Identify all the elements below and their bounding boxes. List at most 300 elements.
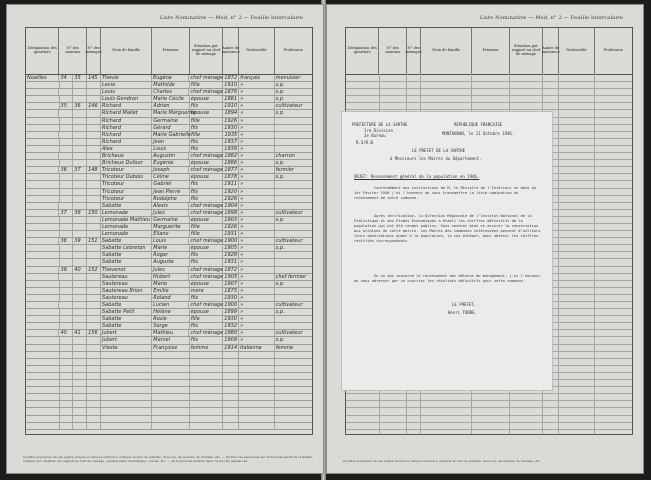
cell-prof: s.p. [275, 89, 285, 96]
column-header: Désignation des quartiers [26, 28, 59, 74]
table-row [26, 125, 312, 132]
cell-n3 [87, 89, 101, 95]
empty-cell [87, 366, 101, 372]
cell-prenom: Germaine [152, 217, 189, 223]
empty-cell [87, 373, 101, 379]
table-row [26, 316, 312, 323]
cell-nom: Richard [101, 132, 152, 138]
cell-n2 [73, 203, 87, 209]
cell-prenom: Eugène [152, 75, 189, 81]
cell-prenom: Gérard [152, 125, 189, 131]
table-row [26, 337, 312, 344]
cell-n3 [87, 295, 101, 301]
cell-prof [275, 295, 312, 301]
empty-cell [275, 401, 312, 407]
cell-nat: » [239, 281, 275, 287]
cell-prenom: Marie Gabrielle [153, 131, 191, 138]
cell-n1 [60, 231, 74, 237]
empty-cell [190, 423, 224, 429]
cell-sit: fils [190, 295, 224, 301]
cell-nom: Sabatte Petit [101, 309, 152, 315]
cell-an: 1935 [223, 132, 239, 138]
cell-n1 [60, 323, 74, 329]
table-row [26, 132, 312, 139]
cell-n2 [73, 132, 87, 138]
empty-cell [101, 380, 152, 386]
empty-cell [275, 416, 312, 422]
cell-prof [275, 224, 312, 230]
empty-cell [152, 380, 189, 386]
page-footnote: (1) Dans le premier de ces quatre renvois ou dans la colonne 1, indiquer le nom du quartier, de la rue, de la place, du hameau, etc. — (2) Pour les personnes qui ne font pas partie de la famille, indiquer leur situation par rapport au chef de ménage : pensionnaire, domestique, ouvrier, etc. — (3) Inscrire les enfants dans l'ordre des naissances. [23, 455, 313, 463]
cell-nat: » [239, 309, 275, 315]
column-headers [26, 28, 312, 75]
cell-n3: 146 [87, 103, 101, 109]
empty-cell [152, 401, 189, 407]
table-row [26, 118, 312, 125]
table-row [26, 110, 312, 117]
empty-cell [26, 366, 60, 372]
empty-cell [223, 366, 239, 372]
table-row [26, 96, 312, 103]
cell-place [26, 82, 60, 88]
cell-prenom: Alexis [152, 203, 189, 209]
empty-cell [223, 380, 239, 386]
empty-cell [190, 408, 224, 414]
cell-prof: s.p. [275, 216, 285, 223]
cell-prof: s.p. [275, 174, 285, 181]
cell-nom: Richard [101, 125, 152, 131]
cell-an: 1939 [223, 146, 239, 152]
cell-nom: Thevie [101, 75, 152, 81]
empty-cell [73, 408, 87, 414]
cell-n1: 38 [59, 238, 73, 244]
empty-cell [73, 394, 87, 400]
cell-sit: chef ménage [190, 302, 224, 308]
cell-place [26, 238, 59, 244]
cell-prof [275, 267, 312, 273]
letter-division: 1re Division [364, 128, 393, 133]
cell-nom: Sabatte [101, 323, 152, 329]
empty-cell [26, 352, 60, 358]
table-row [26, 295, 312, 302]
empty-cell [239, 423, 275, 429]
cell-an: 1930 [223, 295, 239, 301]
cell-n1 [60, 96, 74, 102]
cell-an: 1932 [223, 323, 239, 329]
cell-prenom: Jean Pierre [152, 189, 189, 195]
cell-n2 [73, 259, 87, 265]
cell-n2: 40 [73, 267, 87, 273]
cell-n3 [87, 146, 101, 152]
empty-cell [60, 380, 74, 386]
cell-n3: 151 [87, 238, 101, 244]
column-header: Nationalité [559, 28, 594, 74]
cell-place [26, 316, 60, 322]
cell-sit: mère [190, 288, 224, 294]
cell-place [26, 132, 59, 138]
table-row [26, 189, 312, 196]
cell-sit: fils [190, 259, 224, 265]
cell-sit: fils [190, 337, 224, 343]
empty-cell [275, 366, 312, 372]
empty-cell [101, 352, 152, 358]
cell-place [26, 203, 59, 209]
empty-cell [26, 416, 60, 422]
left-register-page [6, 4, 324, 474]
cell-n1 [59, 203, 73, 209]
cell-nat: » [239, 196, 275, 202]
cell-n2 [73, 309, 87, 315]
table-row [26, 139, 312, 146]
empty-cell [101, 366, 152, 372]
cell-nom: Thevenot [101, 267, 152, 273]
cell-nom: Tricoteur [101, 196, 152, 202]
empty-cell [190, 394, 224, 400]
cell-place [26, 146, 60, 152]
empty-cell [239, 373, 275, 379]
empty-cell [101, 408, 152, 414]
empty-cell [87, 394, 101, 400]
empty-cell [223, 408, 239, 414]
cell-an: 1930 [223, 316, 239, 322]
empty-cell [60, 416, 74, 422]
cell-prof [275, 118, 312, 124]
cell-sit: chef ménage [190, 330, 224, 337]
empty-row [346, 89, 632, 96]
empty-cell [87, 408, 101, 414]
census-table [25, 27, 313, 435]
cell-nat: » [239, 224, 275, 230]
cell-n1 [59, 89, 73, 95]
cell-place [26, 139, 60, 145]
table-row [26, 323, 312, 330]
cell-sit: fille [190, 118, 224, 124]
cell-an: 1907 [223, 281, 239, 287]
empty-cell [275, 387, 312, 393]
cell-prof: s.p. [275, 110, 285, 117]
cell-an: 1880 [223, 330, 239, 336]
right-register-page [326, 4, 644, 474]
table-row [26, 224, 312, 231]
empty-cell [73, 373, 87, 379]
empty-cell [73, 359, 87, 365]
table-row [26, 217, 312, 224]
empty-cell [101, 416, 152, 422]
cell-n3 [87, 153, 101, 159]
empty-cell [87, 352, 101, 358]
cell-n2 [73, 118, 87, 124]
cell-an: 1899 [223, 309, 239, 315]
cell-an: 1894 [223, 110, 239, 116]
cell-n3 [87, 259, 101, 265]
cell-prof: cultivateur [275, 238, 303, 245]
cell-place [26, 196, 60, 202]
column-header: Nom de famille [421, 28, 472, 74]
cell-nom: Sautereau [101, 281, 152, 287]
table-row [26, 259, 312, 266]
cell-n2: 36 [73, 103, 87, 109]
cell-nom: Sabatte [101, 316, 152, 322]
cell-sit: fille [190, 82, 224, 88]
empty-cell [239, 366, 275, 372]
cell-sit: fille [190, 132, 223, 138]
cell-an: 1898 [223, 210, 239, 216]
table-row [26, 394, 312, 401]
cell-an: 1910 [223, 82, 239, 88]
table-row [26, 330, 312, 337]
cell-nat: » [239, 160, 275, 166]
table-row [26, 267, 312, 274]
cell-prenom: Marie [152, 281, 189, 287]
cell-n3 [87, 196, 101, 202]
table-row [26, 401, 312, 408]
cell-place [26, 174, 60, 180]
cell-place [26, 288, 60, 294]
empty-cell [190, 366, 224, 372]
cell-nat: » [239, 210, 274, 216]
cell-an: 1911 [223, 181, 239, 187]
cell-place [26, 295, 60, 301]
cell-n1: 34 [59, 75, 73, 81]
cell-place [26, 181, 60, 187]
cell-n2 [73, 295, 87, 301]
cell-nat: » [239, 259, 275, 265]
cell-an: 1876 [223, 89, 239, 95]
cell-prenom: Louis [152, 146, 189, 152]
cell-n1 [60, 259, 74, 265]
empty-cell [73, 366, 87, 372]
cell-nat: » [239, 302, 274, 308]
cell-n3 [87, 189, 101, 195]
cell-n1 [60, 174, 74, 180]
column-header: Situation par rapport au chef de ménage [510, 28, 543, 74]
cell-prenom: Rodolphe [152, 196, 189, 202]
cell-sit: femme [190, 345, 224, 351]
cell-n1: 40 [59, 330, 73, 336]
cell-nat: » [239, 330, 274, 336]
cell-nat: » [239, 288, 275, 294]
table-row [26, 252, 312, 259]
cell-nom: Sabatte [101, 252, 152, 258]
cell-prenom: Mathieu [152, 330, 189, 336]
empty-row [346, 408, 632, 415]
empty-cell [60, 408, 74, 414]
cell-prenom: Jean [152, 139, 189, 145]
cell-an: 1914 [223, 345, 239, 351]
cell-nom: Sautereau Brion [101, 288, 152, 294]
cell-nom: Sabatte Lebreton [101, 245, 152, 251]
empty-cell [60, 423, 74, 429]
cell-prenom: Hubert [152, 274, 189, 280]
cell-n2 [73, 96, 87, 102]
cell-nat: » [239, 103, 275, 109]
cell-nom: Sautereau [101, 274, 152, 280]
cell-n1 [60, 196, 74, 202]
cell-n2: 35 [73, 75, 87, 81]
cell-n1 [60, 160, 74, 166]
cell-n3 [87, 139, 101, 145]
empty-cell [26, 401, 60, 407]
column-header: N° des ménages [407, 28, 421, 74]
cell-n1 [60, 125, 74, 131]
cell-prenom: Rosie [152, 316, 189, 322]
table-row [26, 167, 312, 174]
empty-cell [223, 416, 239, 422]
cell-n1: 37 [59, 210, 73, 216]
table-row [26, 174, 312, 181]
cell-place [26, 125, 60, 131]
empty-cell [73, 416, 87, 422]
cell-nat: » [239, 110, 274, 116]
cell-n1 [59, 153, 73, 159]
cell-place [26, 110, 59, 116]
cell-prenom: Emilie [152, 288, 189, 294]
cell-prof [275, 231, 312, 237]
cell-n3 [87, 96, 101, 102]
cell-prof [275, 323, 312, 329]
cell-n1 [60, 288, 74, 294]
table-row [26, 245, 312, 252]
cell-place [26, 118, 60, 124]
empty-cell [152, 366, 189, 372]
cell-n1 [60, 295, 74, 301]
cell-prenom: Marie Marguerite [153, 110, 196, 117]
cell-sit: fils [190, 189, 224, 195]
cell-n2 [73, 337, 87, 343]
empty-cell [73, 423, 87, 429]
empty-cell [152, 416, 189, 422]
cell-prof [275, 181, 312, 187]
cell-an: 1909 [223, 337, 239, 343]
cell-prof [275, 146, 312, 152]
cell-n3 [87, 174, 101, 180]
empty-row [346, 103, 632, 110]
table-row [26, 181, 312, 188]
cell-place [26, 210, 59, 216]
cell-n2 [73, 174, 87, 180]
empty-cell [152, 387, 189, 393]
cell-n2 [73, 323, 87, 329]
cell-n1 [60, 316, 74, 322]
cell-nom: Sabatte [101, 259, 152, 265]
cell-nat: » [239, 118, 275, 124]
cell-an: 1877 [223, 167, 239, 173]
cell-prenom: Hélène [152, 309, 189, 315]
cell-n2 [73, 217, 87, 223]
cell-n1 [60, 139, 74, 145]
column-header: N° des ménages [87, 28, 101, 74]
cell-sit: chef ménage [190, 266, 224, 273]
cell-prof [275, 139, 312, 145]
cell-n2 [73, 153, 87, 159]
cell-sit: épouse [190, 245, 224, 251]
letter-sender-office: PREFECTURE DE LA SARTHE [352, 122, 408, 127]
empty-row [346, 96, 632, 103]
empty-cell [73, 380, 87, 386]
empty-cell [223, 359, 239, 365]
empty-cell [101, 387, 152, 393]
empty-cell [190, 387, 224, 393]
empty-cell [101, 394, 152, 400]
empty-cell [101, 423, 152, 429]
cell-n2: 39 [73, 238, 87, 244]
empty-cell [152, 359, 189, 365]
empty-cell [26, 373, 60, 379]
cell-an: 1905 [223, 274, 239, 280]
cell-nom: Richard Mallet [101, 110, 152, 116]
cell-n1 [60, 189, 74, 195]
empty-cell [239, 401, 275, 407]
table-row [26, 281, 312, 288]
cell-n3 [87, 110, 101, 116]
cell-prenom: Roger [152, 252, 189, 258]
empty-cell [26, 359, 60, 365]
empty-cell [87, 423, 101, 429]
cell-sit: chef ménage [190, 167, 224, 174]
cell-n1 [60, 146, 74, 152]
cell-prenom: Céline [152, 174, 189, 180]
cell-n2 [73, 196, 87, 202]
cell-n1 [60, 281, 74, 287]
cell-place [26, 217, 60, 223]
cell-n1 [60, 345, 74, 351]
cell-sit: épouse [190, 174, 224, 180]
cell-prof: cultivateur [275, 209, 303, 216]
empty-row [346, 401, 632, 408]
cell-place [26, 167, 59, 173]
cell-prof: fermier [275, 167, 294, 174]
cell-n3 [87, 252, 101, 258]
empty-cell [101, 373, 152, 379]
cell-prenom: Marcel [152, 337, 189, 343]
cell-an: 1930 [223, 125, 239, 131]
empty-cell [223, 387, 239, 393]
column-header: Nationalité [239, 28, 274, 74]
letter-signature-title: LE PREFET, [452, 302, 477, 307]
cell-n3: 152 [87, 267, 101, 273]
cell-nom: Louis [101, 89, 152, 95]
cell-nom: Bricheux [101, 153, 152, 159]
cell-n1 [60, 337, 74, 343]
cell-nom: Tricoteur [101, 189, 152, 195]
column-header: Prénoms [472, 28, 509, 74]
cell-n3 [87, 245, 101, 251]
cell-prenom: Eugénie [152, 160, 189, 166]
page-footnote: (1) Dans le premier de ces quatre renvois ou dans la colonne 1, indiquer le nom du quartier, de la rue, de la place, du hameau, etc. [343, 459, 541, 463]
empty-row [346, 423, 632, 430]
empty-cell [239, 380, 275, 386]
empty-cell [60, 387, 74, 393]
cell-an: 1900 [223, 302, 239, 308]
cell-sit: fille [190, 316, 224, 322]
cell-nat: » [239, 125, 275, 131]
empty-cell [26, 423, 60, 429]
cell-prof [275, 196, 312, 202]
empty-cell [60, 359, 74, 365]
cell-n1 [60, 217, 74, 223]
cell-prof: s.p. [275, 96, 285, 103]
cell-n1 [59, 302, 73, 308]
cell-prenom: Mathilde [152, 82, 189, 88]
cell-nom: Bricheux Dufour [101, 160, 152, 166]
empty-cell [223, 373, 239, 379]
cell-prof: femme [275, 344, 294, 351]
column-header: Prénoms [152, 28, 189, 74]
table-row [26, 75, 312, 82]
cell-nom: Richard [101, 118, 152, 124]
cell-nat: » [239, 267, 274, 273]
table-row [26, 231, 312, 238]
